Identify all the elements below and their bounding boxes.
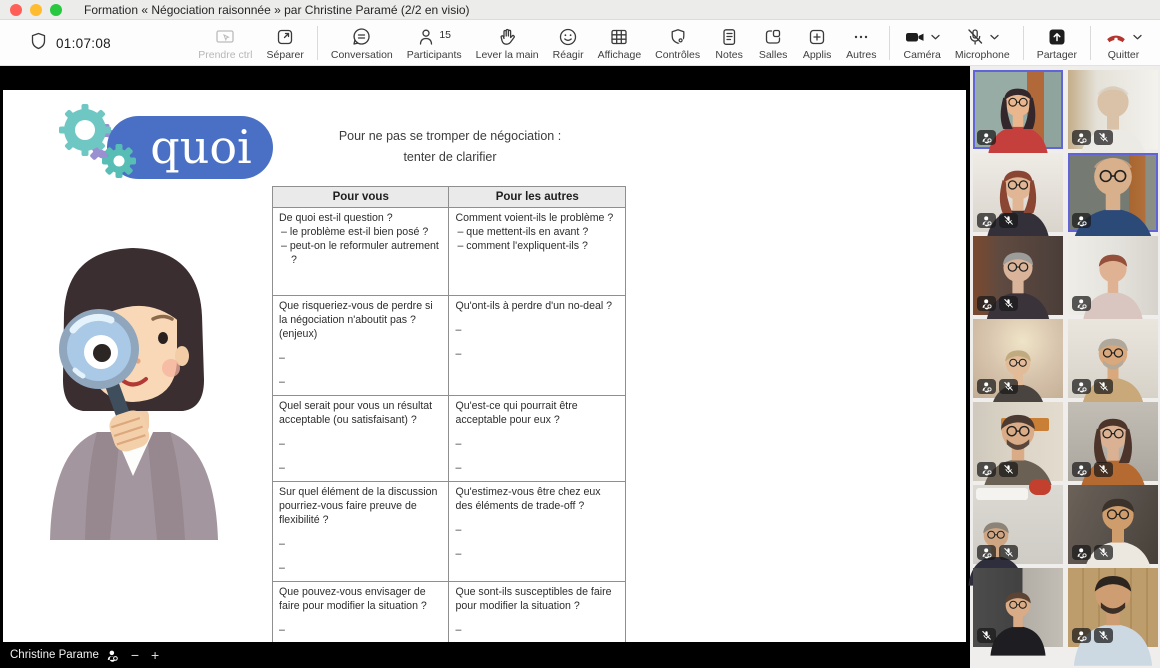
table-cell-line: – peut-on le reformuler autrement ? bbox=[281, 239, 439, 266]
participant-tile[interactable] bbox=[973, 485, 1063, 564]
toolbar-divider bbox=[1090, 26, 1091, 60]
applis-button[interactable] bbox=[795, 20, 839, 66]
controles-label: Contrôles bbox=[655, 49, 701, 61]
camera-label: Caméra bbox=[903, 49, 941, 61]
table-cell bbox=[273, 481, 449, 581]
table-cell-line: – bbox=[279, 437, 285, 450]
toolbar-divider bbox=[1023, 26, 1024, 60]
participant-tile[interactable] bbox=[1068, 236, 1158, 315]
mic-off-icon bbox=[1094, 628, 1113, 643]
salles-button[interactable] bbox=[751, 20, 795, 66]
spotlight-icon bbox=[977, 296, 996, 311]
subtitle-line2: tenter de clarifier bbox=[403, 149, 497, 164]
table-row bbox=[273, 296, 626, 396]
table-cell-line: Que risqueriez-vous de perdre si la négociation n'aboutit pas ? (enjeux) bbox=[279, 300, 433, 340]
autres-button[interactable] bbox=[839, 20, 883, 66]
table-cell-line: Comment voient-ils le problème ? bbox=[455, 212, 614, 224]
toolbar-buttons bbox=[191, 20, 1150, 66]
table-cell-line: – bbox=[279, 351, 285, 364]
table-cell-line: – bbox=[455, 623, 462, 636]
tile-status-badges bbox=[977, 462, 1018, 477]
participants-button[interactable] bbox=[400, 20, 469, 66]
autres-label: Autres bbox=[846, 49, 877, 61]
participant-grid bbox=[973, 70, 1158, 647]
tile-status-badges bbox=[977, 130, 996, 145]
meeting-toolbar bbox=[0, 20, 1160, 66]
table-cell-line: – le problème est-il bien posé ? bbox=[281, 225, 429, 238]
participant-tile[interactable] bbox=[1068, 153, 1158, 232]
pop-out-icon bbox=[275, 25, 295, 47]
table-cell-line: Qu'est-ce qui pourrait être acceptable pour eux ? bbox=[455, 399, 578, 426]
spotlight-icon bbox=[1072, 213, 1091, 228]
participants-sidebar bbox=[970, 66, 1160, 668]
microphone-label: Microphone bbox=[954, 49, 1010, 61]
tile-status-badges bbox=[1072, 213, 1091, 228]
zoom-out-button[interactable]: − bbox=[130, 647, 140, 663]
table-cell bbox=[449, 208, 626, 296]
grid-icon bbox=[609, 25, 629, 47]
mic-off-icon bbox=[999, 462, 1018, 477]
table-cell-line: – bbox=[455, 323, 462, 336]
partager-label: Partager bbox=[1036, 49, 1077, 61]
table-cell-line: De quoi est-il question ? bbox=[279, 212, 393, 224]
shield-gear-icon bbox=[668, 25, 688, 47]
window-titlebar bbox=[0, 0, 1160, 20]
quitter-button[interactable] bbox=[1097, 20, 1150, 66]
table-header: Pour les autres bbox=[449, 187, 626, 208]
participant-tile[interactable] bbox=[1068, 70, 1158, 149]
spotlight-icon bbox=[1072, 628, 1091, 643]
table-cell-line: Qu'ont-ils à perdre d'un no-deal ? bbox=[455, 300, 613, 312]
tile-status-badges bbox=[1072, 462, 1113, 477]
spotlight-icon bbox=[1072, 545, 1091, 560]
table-cell-line: – bbox=[455, 461, 462, 474]
chevron-down-icon[interactable] bbox=[930, 33, 941, 41]
slide-subtitle bbox=[295, 126, 605, 167]
spotlight-icon bbox=[106, 649, 119, 662]
participant-tile[interactable] bbox=[1068, 402, 1158, 481]
spotlight-icon bbox=[1072, 379, 1091, 394]
mic-off-icon bbox=[1094, 545, 1113, 560]
separer-label: Séparer bbox=[266, 49, 304, 61]
quoi-header-graphic bbox=[43, 98, 305, 200]
reagir-label: Réagir bbox=[552, 49, 584, 61]
chevron-down-icon[interactable] bbox=[989, 33, 1000, 41]
table-cell-line: – bbox=[279, 561, 285, 574]
quoi-label: quoi bbox=[150, 120, 252, 174]
magnifying-glass-woman-illustration bbox=[25, 218, 247, 540]
separer-button[interactable] bbox=[260, 20, 311, 66]
table-cell bbox=[449, 395, 626, 481]
tile-status-badges bbox=[977, 379, 1018, 394]
camera-icon bbox=[904, 25, 926, 47]
table-header: Pour vous bbox=[273, 187, 449, 208]
mic-muted-icon bbox=[965, 25, 985, 47]
participant-tile[interactable] bbox=[973, 153, 1063, 232]
breakout-rooms-icon bbox=[763, 25, 783, 47]
tile-status-badges bbox=[977, 545, 1018, 560]
gear-icon bbox=[59, 104, 111, 156]
spotlight-icon bbox=[1072, 296, 1091, 311]
table-cell-line: – bbox=[455, 523, 462, 536]
participant-tile[interactable] bbox=[973, 236, 1063, 315]
tile-status-badges bbox=[1072, 545, 1113, 560]
prendre-ctrl-button[interactable] bbox=[191, 20, 259, 66]
chevron-down-icon[interactable] bbox=[1132, 33, 1143, 41]
table-cell-line: Que sont-ils susceptibles de faire pour modifier la situation ? bbox=[455, 585, 612, 612]
participant-tile[interactable] bbox=[1068, 485, 1158, 564]
table-cell-line: – bbox=[455, 437, 462, 450]
participant-tile[interactable] bbox=[973, 568, 1063, 647]
spotlight-icon bbox=[977, 462, 996, 477]
table-cell bbox=[273, 395, 449, 481]
table-row bbox=[273, 481, 626, 581]
raised-hand-icon bbox=[497, 25, 517, 47]
traffic-lights bbox=[10, 4, 62, 16]
presenter-bar bbox=[0, 642, 970, 668]
tile-status-badges bbox=[977, 213, 1018, 228]
participant-tile[interactable] bbox=[1068, 319, 1158, 398]
microphone-button[interactable] bbox=[948, 20, 1017, 66]
table-row bbox=[273, 208, 626, 296]
controles-button[interactable] bbox=[648, 20, 707, 66]
mic-off-icon bbox=[999, 545, 1018, 560]
close-window-icon[interactable] bbox=[10, 4, 22, 16]
spotlight-icon bbox=[977, 545, 996, 560]
hang-up-icon bbox=[1104, 25, 1128, 47]
presenter-name: Christine Parame bbox=[10, 649, 99, 661]
share-screen-icon bbox=[1047, 25, 1067, 47]
notes-button[interactable] bbox=[707, 20, 751, 66]
mic-off-icon bbox=[977, 628, 996, 643]
tile-status-badges bbox=[977, 296, 1018, 311]
chat-bubble-icon bbox=[351, 25, 372, 47]
spotlight-icon bbox=[1072, 130, 1091, 145]
lever-la-main-button[interactable] bbox=[469, 20, 546, 66]
table-cell bbox=[273, 296, 449, 396]
mic-off-icon bbox=[1094, 462, 1113, 477]
tile-status-badges bbox=[1072, 296, 1091, 311]
participants-label: Participants bbox=[406, 49, 462, 61]
participant-tile[interactable] bbox=[1068, 568, 1158, 647]
screen-control-icon bbox=[215, 25, 235, 47]
mic-off-icon bbox=[1094, 130, 1113, 145]
table-cell-line: – bbox=[455, 547, 462, 560]
clarify-table bbox=[272, 186, 626, 667]
timer-value: 01:07:08 bbox=[56, 35, 111, 51]
maximize-window-icon[interactable] bbox=[50, 4, 62, 16]
toolbar-divider bbox=[889, 26, 890, 60]
minimize-window-icon[interactable] bbox=[30, 4, 42, 16]
tile-status-badges bbox=[1072, 379, 1113, 394]
table-cell-line: – bbox=[279, 375, 285, 388]
mic-off-icon bbox=[1094, 379, 1113, 394]
mic-off-icon bbox=[999, 379, 1018, 394]
meeting-timer bbox=[30, 20, 111, 66]
toolbar-divider bbox=[317, 26, 318, 60]
table-cell-line: – que mettent-ils en avant ? bbox=[457, 225, 589, 238]
spotlight-icon bbox=[1072, 462, 1091, 477]
table-cell-line: Qu'estimez-vous être chez eux des éléments de trade-off ? bbox=[455, 485, 601, 512]
spotlight-icon bbox=[977, 379, 996, 394]
shield-icon bbox=[30, 32, 47, 55]
participant-tile[interactable] bbox=[973, 402, 1063, 481]
quitter-label: Quitter bbox=[1107, 49, 1140, 61]
tile-status-badges bbox=[977, 628, 996, 643]
conversation-button[interactable] bbox=[324, 20, 400, 66]
notes-label: Notes bbox=[715, 49, 743, 61]
mic-off-icon bbox=[999, 296, 1018, 311]
smiley-icon bbox=[558, 25, 578, 47]
tile-status-badges bbox=[1072, 130, 1113, 145]
lever-la-main-label: Lever la main bbox=[475, 49, 539, 61]
affichage-label: Affichage bbox=[597, 49, 642, 61]
camera-button[interactable] bbox=[896, 20, 947, 66]
person-icon bbox=[417, 25, 437, 47]
salles-label: Salles bbox=[758, 49, 788, 61]
spotlight-icon bbox=[977, 130, 996, 145]
table-cell-line: – bbox=[455, 347, 462, 360]
subtitle-line1: Pour ne pas se tromper de négociation : bbox=[338, 129, 562, 143]
prendre-ctrl-label: Prendre ctrl bbox=[198, 49, 253, 61]
table-cell bbox=[273, 208, 449, 296]
table-cell-line: Quel serait pour vous un résultat acceptable (ou satisfaisant) ? bbox=[279, 399, 433, 426]
partager-button[interactable] bbox=[1030, 20, 1084, 66]
presentation-slide bbox=[3, 90, 966, 642]
participant-tile[interactable] bbox=[973, 70, 1063, 149]
table-cell bbox=[449, 296, 626, 396]
table-cell-line: – comment l'expliquent-ils ? bbox=[457, 239, 588, 252]
table-cell-line: – bbox=[279, 537, 285, 550]
ellipsis-icon bbox=[851, 25, 871, 47]
shared-screen-stage bbox=[0, 66, 970, 668]
tile-status-badges bbox=[1072, 628, 1113, 643]
mic-off-icon bbox=[999, 213, 1018, 228]
affichage-button[interactable] bbox=[591, 20, 649, 66]
table-cell bbox=[449, 481, 626, 581]
table-cell-line: – bbox=[279, 461, 285, 474]
table-cell-line: – bbox=[279, 623, 285, 636]
zoom-in-button[interactable]: + bbox=[151, 647, 160, 663]
participants-count: 15 bbox=[439, 29, 452, 41]
applis-label: Applis bbox=[802, 49, 832, 61]
reagir-button[interactable] bbox=[546, 20, 591, 66]
add-app-icon bbox=[807, 25, 827, 47]
table-cell-line: Que pouvez-vous envisager de faire pour modifier la situation ? bbox=[279, 585, 427, 612]
table-row bbox=[273, 395, 626, 481]
window-title: Formation « Négociation raisonnée » par Christine Paramé (2/2 en visio) bbox=[84, 2, 470, 17]
spotlight-icon bbox=[977, 213, 996, 228]
participant-tile[interactable] bbox=[973, 319, 1063, 398]
gear-icon bbox=[102, 144, 136, 178]
conversation-label: Conversation bbox=[330, 49, 393, 61]
table-cell-line: Sur quel élément de la discussion pourriez-vous faire preuve de flexibilité ? bbox=[279, 485, 438, 526]
notes-icon bbox=[719, 25, 739, 47]
